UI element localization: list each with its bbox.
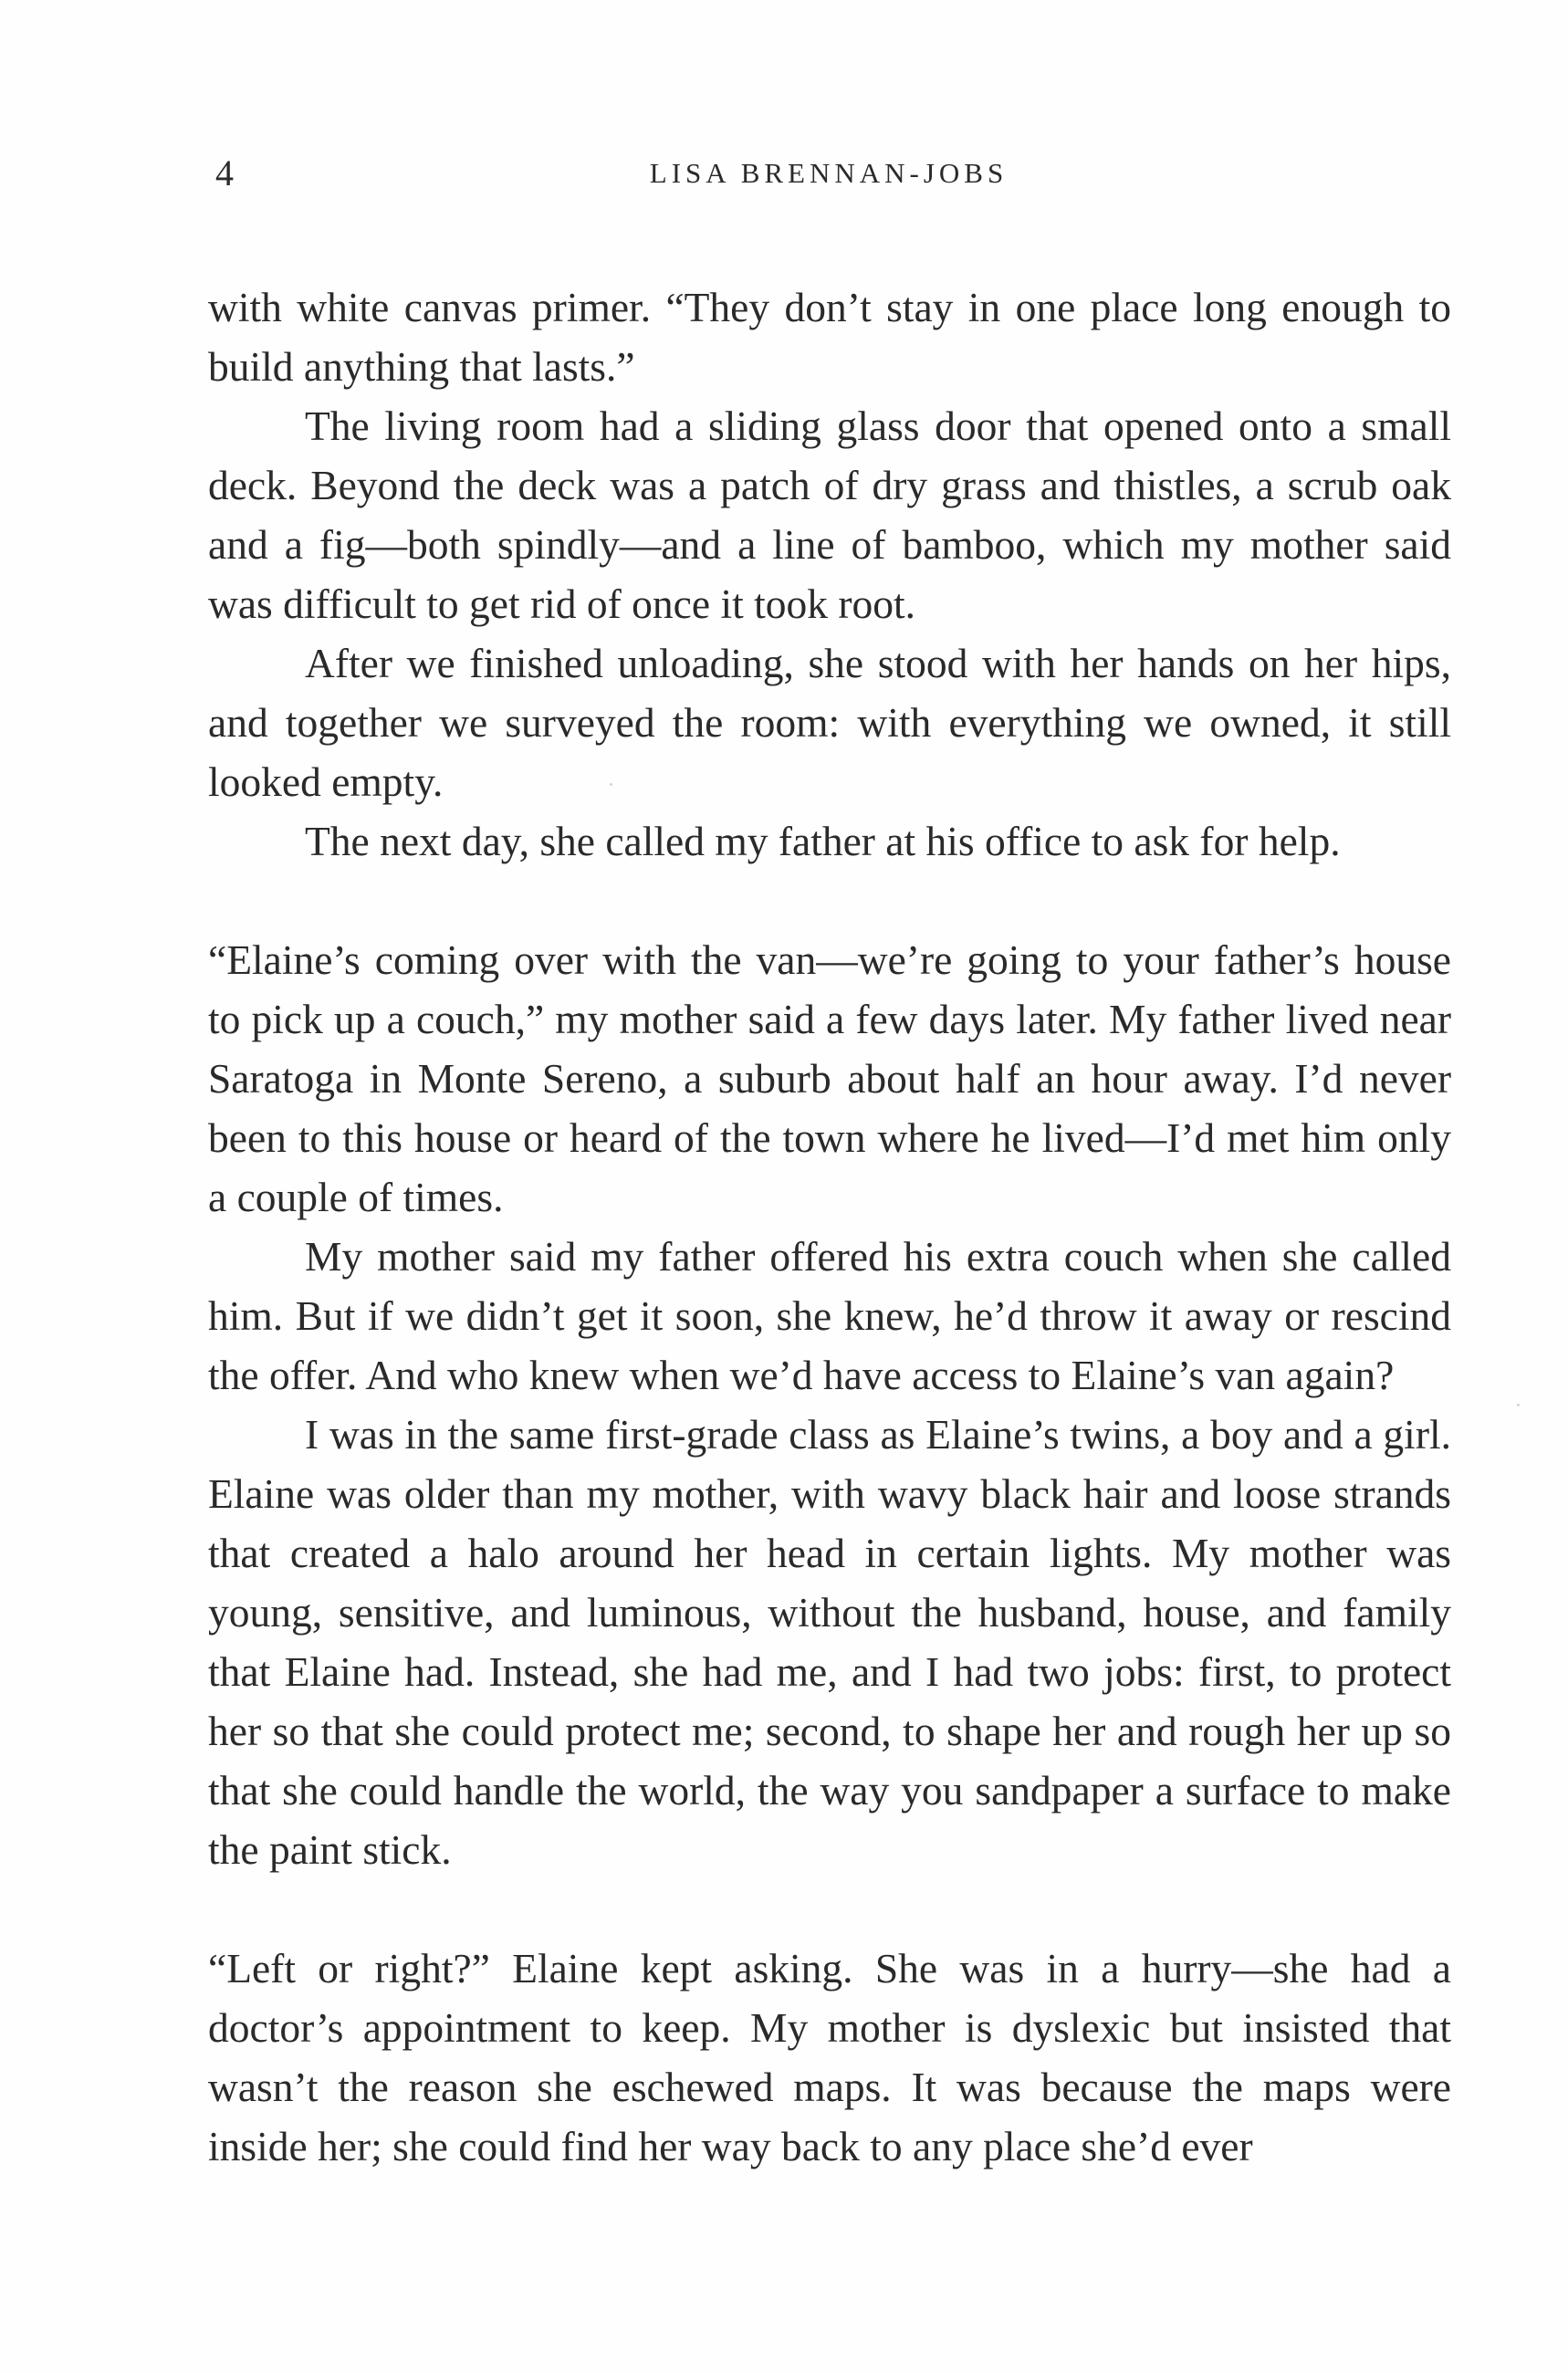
paragraph: The living room had a sliding glass door that opened onto a small deck. Beyond the deck was a patch of dry grass and thistles, a scrub oak and a fig—both spindly—and a line of bamboo, which my mother said was difficult to get rid of once it took root. [208, 402, 1451, 627]
paragraph: The next day, she called my father at his office to ask for help. [305, 818, 1341, 864]
paragraph: My mother said my father offered his extra couch when she called him. But if we didn’t get it soon, she knew, he’d throw it away or rescind the offer. And who knew when we’d have access to Elaine’s van again? [208, 1233, 1451, 1398]
paragraph: “Left or right?” Elaine kept asking. She was in a hurry—she had a doctor’s appointment to keep. My mother is dyslexic but insisted that wasn’t the reason she eschewed maps. It was because the maps were inside her; she could find her way back to any place she’d ever [208, 1945, 1451, 2169]
running-head-author: LISA BRENNAN-JOBS [649, 157, 1009, 189]
page-number: 4 [215, 152, 234, 193]
paragraph: with white canvas primer. “They don’t stay in one place long enough to build anything that lasts.” [208, 284, 1451, 390]
running-head [208, 146, 1449, 201]
paragraph: I was in the same first-grade class as Elaine’s twins, a boy and a girl. Elaine was older than my mother, with wavy black hair and loose strands that created a halo around her head in certain lights. My mother was young, sensitive, and luminous, without the husband, house, and family that Elaine had. Instead, she had me, and I had two jobs: first, to protect her so that she could protect me; second, to shape her and rough her up so that she could handle the world, the way you sandpaper a surface to make the paint stick. [208, 1411, 1451, 1873]
scan-speck [610, 783, 612, 786]
scan-speck [1517, 1404, 1520, 1406]
body-text [208, 277, 1451, 2176]
paragraph: After we finished unloading, she stood with her hands on her hips, and together we surveyed the room: with everything we owned, it still looked empty. [208, 640, 1451, 805]
paragraph: “Elaine’s coming over with the van—we’re going to your father’s house to pick up a couch,” my mother said a few days later. My father lived near Saratoga in Monte Sereno, a suburb about half an hour away. I’d never been to this house or heard of the town where he lived—I’d met him only a couple of times. [208, 936, 1451, 1220]
